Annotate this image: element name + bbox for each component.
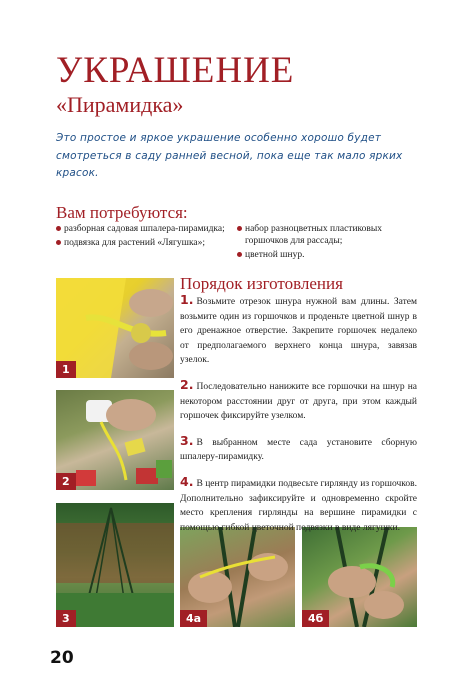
photo-label: 2 [56, 473, 76, 490]
list-item: подвязка для растений «Лягушка»; [56, 237, 232, 249]
page-title: УКРАШЕНИЕ [56, 50, 295, 91]
photo-label: 4б [302, 610, 329, 627]
step-number: 2. [180, 376, 194, 392]
step-number: 3. [180, 432, 194, 448]
step [180, 475, 417, 535]
photo-label: 1 [56, 361, 76, 378]
step-text: Возьмите отрезок шнура нужной вам длины. Затем возьмите один из горшочков и проденьте цветной шнур в его дренажное отверстие. Закрепите горшочек недалеко от предполагаемого верхнего конца шнура, завязав узелок. [180, 297, 417, 366]
step-text: В центр пирамидки подвесьте гирлянду из горшочков. Дополнительно зафиксируйте и одновременно скройте место крепления гирлянды на вершине пирамидки с помощью гибкой цветочной подвязки в виде лягушки. [180, 478, 417, 533]
bullet-icon [237, 226, 242, 231]
materials-heading: Вам потребуются: [56, 203, 188, 222]
bullet-icon [56, 226, 61, 231]
photo-step-2 [56, 390, 174, 490]
list-item: разборная садовая шпалера-пирамидка; [56, 223, 232, 235]
photo-step-1 [56, 278, 174, 378]
bullet-icon [237, 252, 242, 257]
step [180, 293, 417, 368]
list-item: набор разноцветных пластиковых горшочков для рассады; [237, 223, 417, 247]
photo-step-3 [56, 503, 174, 627]
procedure-steps [180, 293, 417, 545]
step-text: В выбранном месте сада установите сборную шпалеру-пирамидку. [180, 437, 417, 463]
intro-text: Это простое и яркое украшение особенно хорошо будет смотреться в саду ранней весной, пока еще так мало ярких красок. [56, 132, 403, 179]
page-number: 20 [50, 648, 74, 668]
list-item: цветной шнур. [237, 249, 417, 261]
procedure-heading: Порядок изготовления [180, 274, 343, 293]
materials-list-right [237, 223, 417, 263]
materials-list-left [56, 223, 232, 251]
photo-illustration [56, 503, 174, 627]
page-subtitle: «Пирамидка» [56, 92, 184, 117]
step-number: 4. [180, 473, 194, 489]
step [180, 378, 417, 424]
step-text: Последовательно нанижите все горшочки на шнур на некотором расстоянии друг от друга, при этом каждый горшочек фиксируйте узелком. [180, 381, 417, 422]
bullet-icon [56, 240, 61, 245]
photo-label: 4а [180, 610, 207, 627]
step [180, 434, 417, 465]
photo-label: 3 [56, 610, 76, 627]
step-number: 1. [180, 292, 194, 307]
